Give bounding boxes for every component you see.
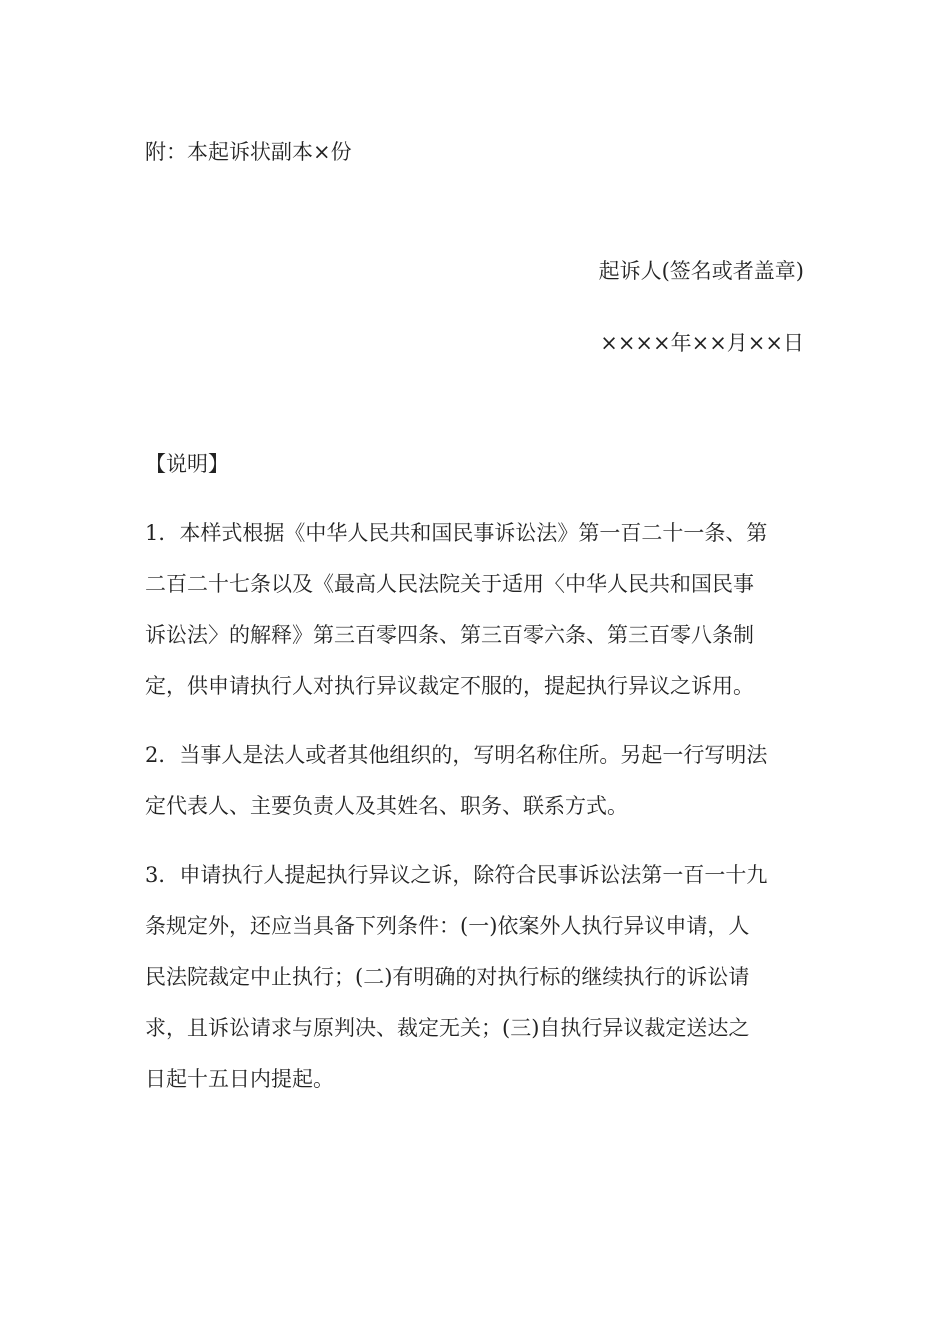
date-line: ××××年××月××日 bbox=[600, 331, 804, 355]
note-line: 3．申请执行人提起执行异议之诉，除符合民事诉讼法第一百一十九 bbox=[145, 863, 768, 887]
note-line: 定，供申请执行人对执行异议裁定不服的，提起执行异议之诉用。 bbox=[145, 674, 754, 698]
note-line: 日起十五日内提起。 bbox=[145, 1067, 334, 1091]
note-line: 民法院裁定中止执行；(二)有明确的对执行标的继续执行的诉讼请 bbox=[145, 965, 750, 989]
signature-line: 起诉人(签名或者盖章) bbox=[598, 259, 804, 283]
note-line: 求，且诉讼请求与原判决、裁定无关；(三)自执行异议裁定送达之 bbox=[145, 1016, 750, 1040]
note-line: 定代表人、主要负责人及其姓名、职务、联系方式。 bbox=[145, 794, 628, 818]
attachment-line: 附：本起诉状副本×份 bbox=[145, 140, 352, 164]
note-paragraph-1 bbox=[145, 518, 805, 722]
note-line: 2．当事人是法人或者其他组织的，写明名称住所。另起一行写明法 bbox=[145, 743, 768, 767]
note-line: 诉讼法〉的解释》第三百零四条、第三百零六条、第三百零八条制 bbox=[145, 623, 754, 647]
note-line: 条规定外，还应当具备下列条件：(一)依案外人执行异议申请，人 bbox=[145, 914, 750, 938]
note-paragraph-2 bbox=[145, 740, 805, 842]
note-line: 1．本样式根据《中华人民共和国民事诉讼法》第一百二十一条、第 bbox=[145, 521, 768, 545]
notes-heading: 【说明】 bbox=[145, 452, 229, 476]
note-line: 二百二十七条以及《最高人民法院关于适用〈中华人民共和国民事 bbox=[145, 572, 754, 596]
note-paragraph-3 bbox=[145, 860, 805, 1115]
